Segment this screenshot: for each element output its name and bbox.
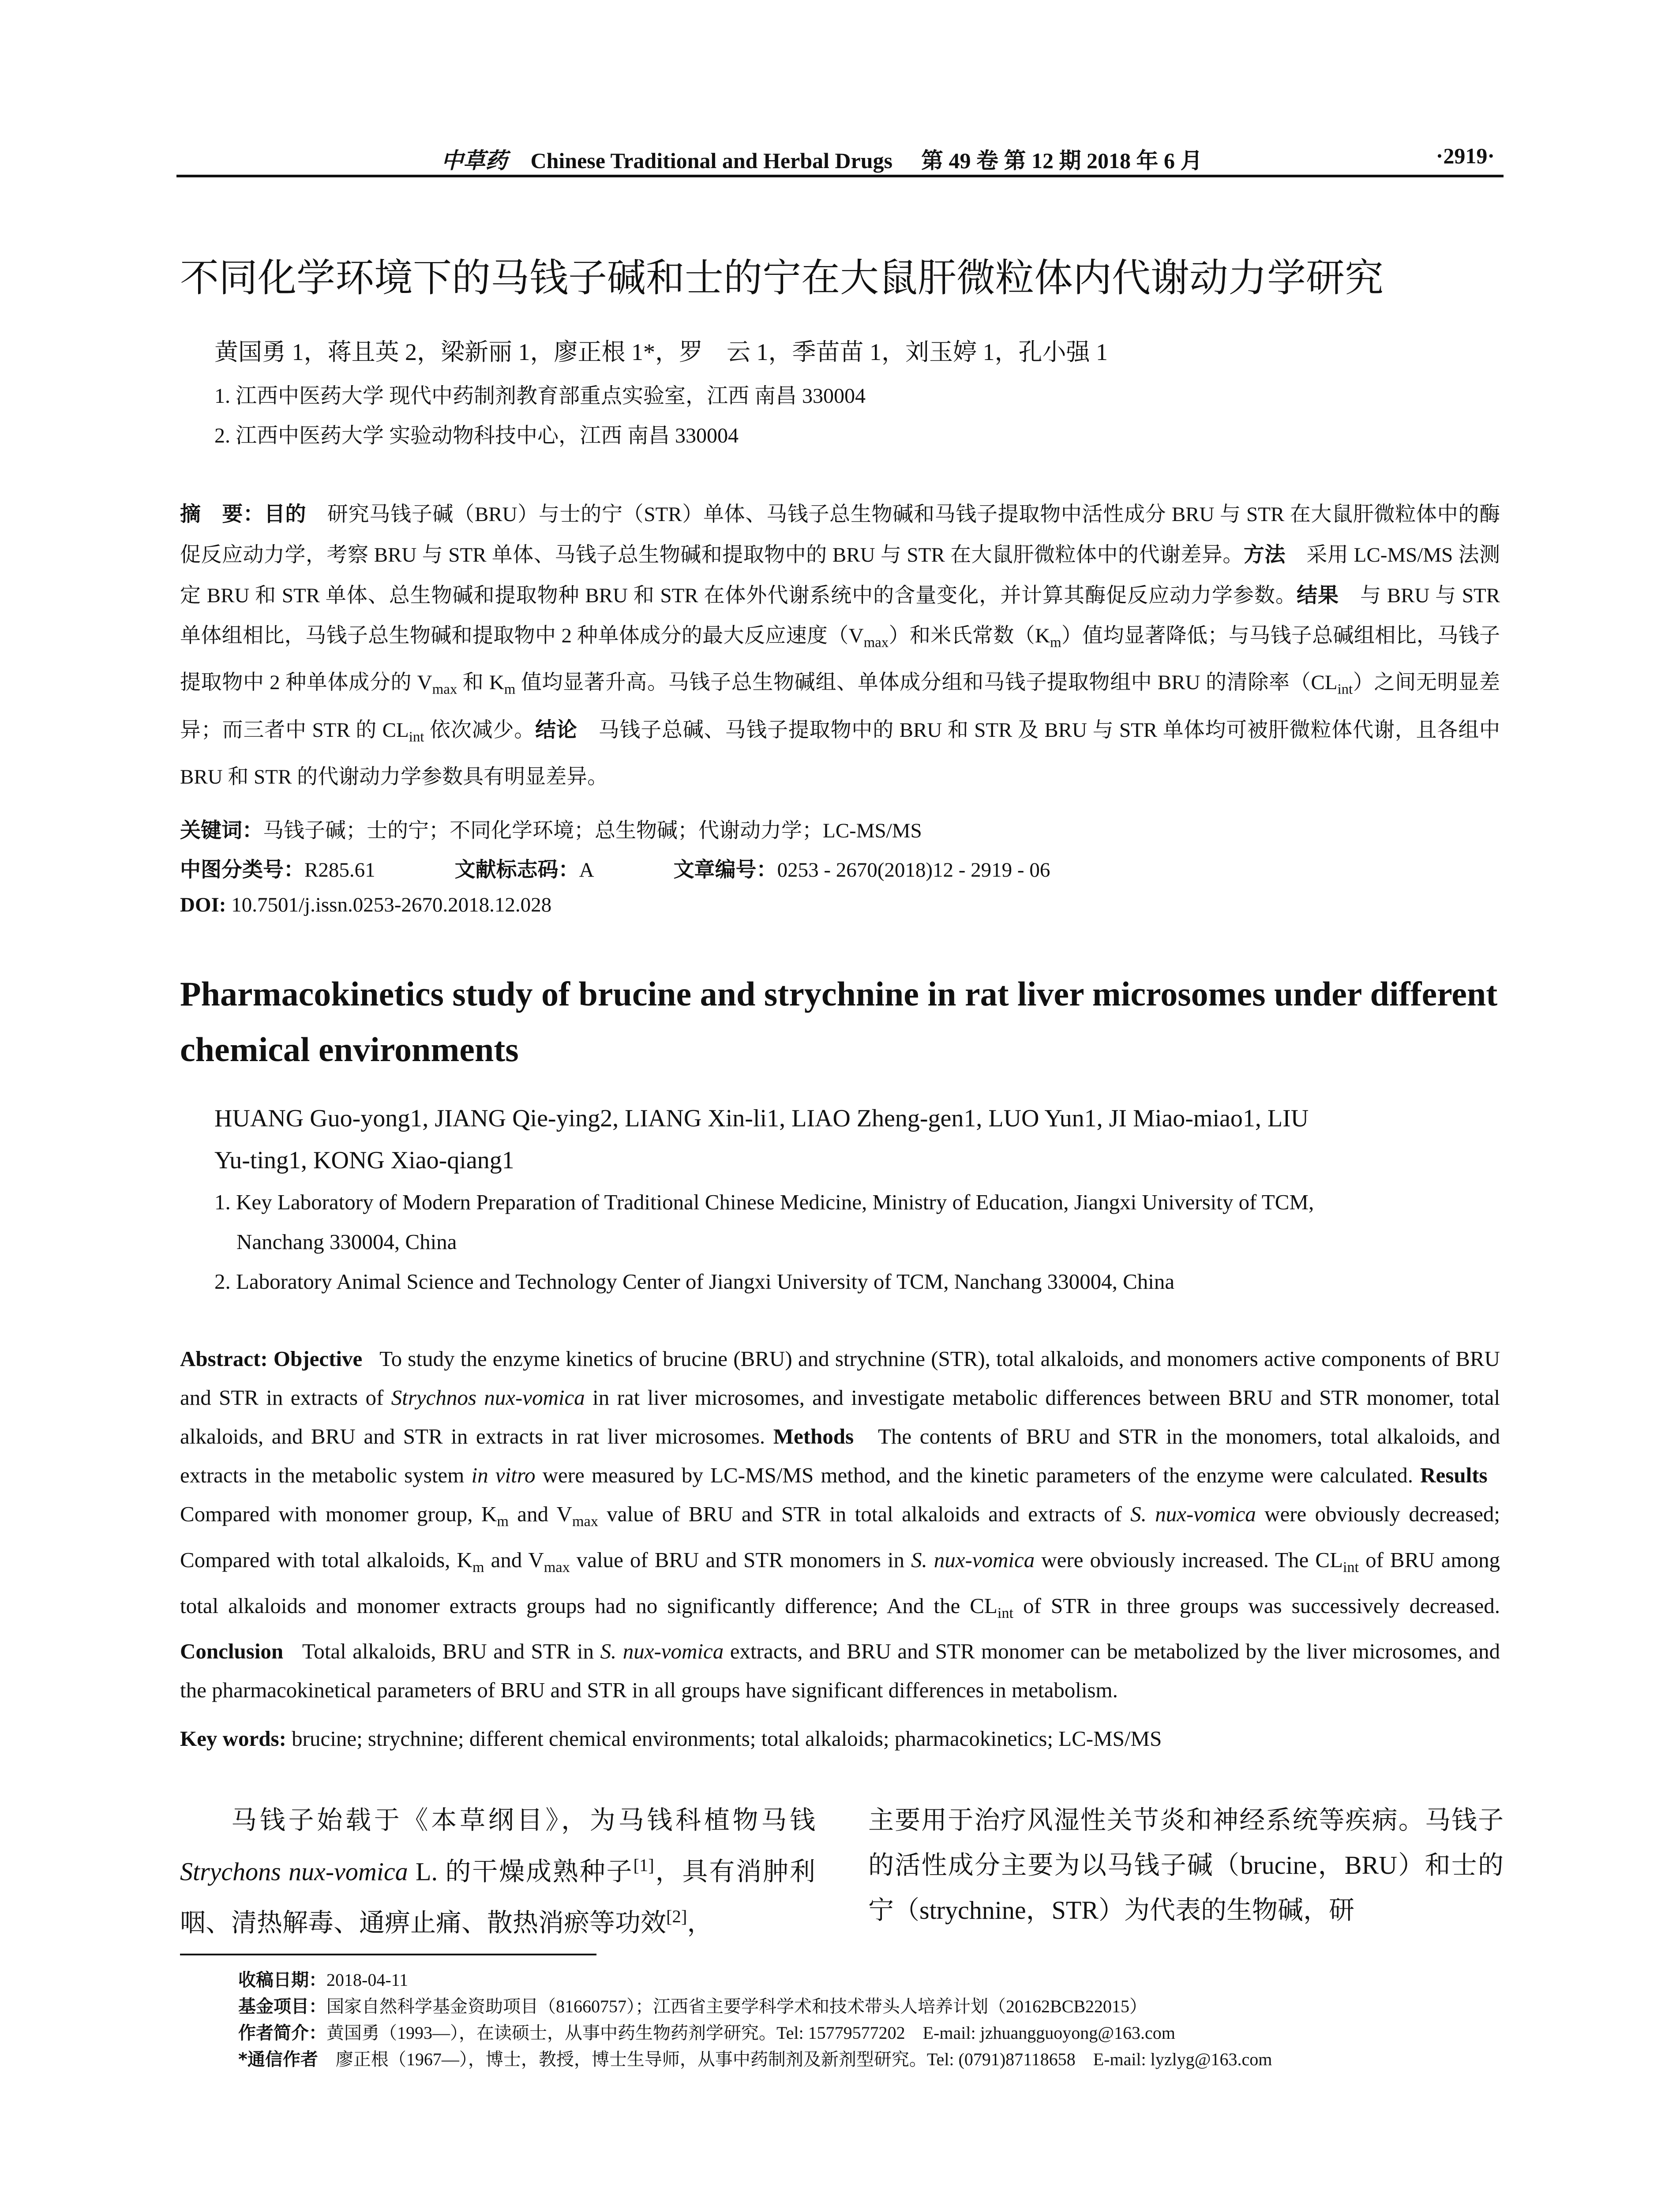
fund-label: 基金项目： bbox=[238, 1996, 326, 2017]
results-en-5: and V bbox=[484, 1547, 544, 1572]
results-cn-3: ）值均显著降低；与马钱子总碱组相比，马钱子提取物中 2 种单体成分的 V bbox=[180, 624, 1500, 694]
results-cn-7: 依次减少。 bbox=[424, 718, 536, 742]
conclusion-en-1: Total alkaloids, BRU and STR in bbox=[302, 1639, 600, 1664]
methods-en-1: The contents of BRU and STR in the monomers, total alkaloids, and extracts in the metabolic system bbox=[180, 1424, 1500, 1487]
footnote-author bbox=[238, 2019, 1175, 2044]
results-en-4: were obviously decreased; Compared with total alkaloids, K bbox=[180, 1502, 1500, 1572]
objective-cn-label: 目的 bbox=[264, 502, 307, 526]
species-short-1: S. nux-vomica bbox=[1130, 1502, 1256, 1526]
en-sub-m-2: m bbox=[472, 1558, 484, 1576]
corresponding-label: *通信作者 bbox=[238, 2049, 318, 2070]
species-short-2: S. nux-vomica bbox=[911, 1547, 1035, 1572]
conclusion-cn: 马钱子总碱、马钱子提取物中的 BRU 和 STR 及 BRU 与 STR 单体均可被肝微粒体代谢，且各组中 BRU 和 STR 的代谢动力学参数具有明显差异。 bbox=[180, 718, 1500, 789]
doi-label: DOI: bbox=[180, 893, 226, 916]
en-sub-max-2: max bbox=[544, 1558, 570, 1576]
in-vitro: in vitro bbox=[471, 1463, 536, 1487]
authors-en bbox=[214, 1098, 1503, 1182]
en-sub-int-2: int bbox=[997, 1604, 1014, 1621]
citation-1[interactable]: [1] bbox=[633, 1855, 654, 1875]
affiliations-en bbox=[214, 1182, 1503, 1302]
doc-code-value: A bbox=[579, 859, 594, 882]
article-no-value: 0253 - 2670(2018)12 - 2919 - 06 bbox=[777, 859, 1050, 882]
results-cn-5: 值均显著升高。马钱子总生物碱组、单体成分组和马钱子提取物组中 BRU 的清除率（CL bbox=[515, 671, 1338, 694]
article-no-label: 文章编号： bbox=[673, 858, 777, 882]
classification-line bbox=[180, 853, 1050, 883]
authors-cn: 黄国勇 1，蒋且英 2，梁新丽 1，廖正根 1*，罗 云 1，季苗苗 1，刘玉婷 1，孔小强 1 bbox=[214, 339, 1108, 365]
methods-cn-label: 方法 bbox=[1243, 543, 1286, 567]
objective-en-2: in rat liver microsomes, and investigate metabolic differences between BRU and STR monomer, total alkaloids, and BRU and STR in extracts in rat liver microsomes. bbox=[180, 1385, 1500, 1448]
species-short-3: S. nux-vomica bbox=[600, 1639, 724, 1664]
affiliation-cn-2: 2. 江西中医药大学 实验动物科技中心，江西 南昌 330004 bbox=[214, 424, 739, 447]
affiliation-en-2: 2. Laboratory Animal Science and Technology Center of Jiangxi University of TCM, Nanchang 330004, China bbox=[214, 1269, 1175, 1294]
keywords-en-label: Key words: bbox=[180, 1726, 286, 1751]
methods-en-label: Methods bbox=[773, 1424, 854, 1448]
page-number: ·2919· bbox=[1436, 143, 1495, 168]
results-cn-1: 与 BRU 与 STR 单体组相比，马钱子总生物碱和提取物中 2 种单体成分的最大反应速度（V bbox=[180, 584, 1500, 647]
affiliation-cn-1: 1. 江西中医药大学 现代中药制剂教育部重点实验室，江西 南昌 330004 bbox=[214, 384, 866, 408]
sub-m-2: m bbox=[504, 681, 516, 698]
clc-label: 中图分类号： bbox=[180, 858, 304, 882]
footnote-fund bbox=[238, 1992, 1147, 2018]
species-name: Strychnos nux-vomica bbox=[391, 1385, 585, 1410]
authors-en-line2: Yu-ting1, KONG Xiao-qiang1 bbox=[214, 1147, 514, 1174]
author-label: 作者简介： bbox=[238, 2023, 326, 2043]
results-cn-4: 和 K bbox=[457, 671, 504, 694]
objective-en-1: To study the enzyme kinetics of brucine (BRU) and strychnine (STR), total alkaloids, and monomers active components of BRU and STR in extracts of bbox=[180, 1347, 1500, 1410]
affiliation-en-1-cont: Nanchang 330004, China bbox=[236, 1230, 457, 1254]
footnote-corresponding bbox=[238, 2045, 1272, 2071]
en-sub-m-1: m bbox=[497, 1512, 509, 1530]
results-en-2: and V bbox=[508, 1502, 572, 1526]
doi-value[interactable]: 10.7501/j.issn.0253-2670.2018.12.028 bbox=[231, 893, 552, 916]
sub-int-2: int bbox=[409, 729, 424, 745]
keywords-cn bbox=[180, 814, 922, 844]
body-left-2: L. 的干燥成熟种子 bbox=[408, 1857, 634, 1886]
citation-2[interactable]: [2] bbox=[666, 1906, 687, 1927]
objective-cn: 研究马钱子碱（BRU）与士的宁（STR）单体、马钱子总生物碱和马钱子提取物中活性成分 BRU 与 STR 在大鼠肝微粒体中的酶促反应动力学，考察 BRU 与 STR 单体、马钱子总生物碱和提取物中的 BRU 与 STR 在大鼠肝微粒体中的代谢差异。 bbox=[180, 503, 1500, 567]
footnote-received bbox=[238, 1966, 408, 1991]
sub-max-1: max bbox=[863, 634, 889, 651]
authors-en-line1: HUANG Guo-yong1, JIANG Qie-ying2, LIANG Xin-li1, LIAO Zheng-gen1, LUO Yun1, JI Miao-miao1, LIU bbox=[214, 1105, 1309, 1132]
abstract-en bbox=[180, 1339, 1500, 1710]
doc-code-label: 文献标志码： bbox=[454, 858, 579, 882]
results-cn-2: ）和米氏常数（K bbox=[889, 624, 1050, 647]
results-en-7: were obviously increased. The CL bbox=[1035, 1547, 1343, 1572]
keywords-cn-label: 关键词： bbox=[180, 818, 263, 843]
sub-int-1: int bbox=[1337, 681, 1353, 698]
running-header bbox=[176, 140, 1504, 177]
fund-text: 国家自然科学基金资助项目（81660757）；江西省主要学科学术和技术带头人培养计划（20162BCB22015） bbox=[326, 1996, 1148, 2016]
journal-name-cn: 中草药 bbox=[441, 147, 507, 173]
received-label: 收稿日期： bbox=[238, 1970, 326, 1990]
keywords-cn-text: 马钱子碱；士的宁；不同化学环境；总生物碱；代谢动力学；LC-MS/MS bbox=[263, 819, 922, 842]
body-column-right: 主要用于治疗风湿性关节炎和神经系统等疾病。马钱子的活性成分主要为以马钱子碱（brucine，BRU）和士的宁（strychnine，STR）为代表的生物碱，研 bbox=[868, 1806, 1504, 1925]
results-en-3: value of BRU and STR in total alkaloids and extracts of bbox=[598, 1502, 1131, 1526]
conclusion-en-2: extracts, and BRU and STR monomer can be metabolized by the liver microsomes, and the pharmacokinetical parameters of BRU and STR in all groups have significant differences in metabolism. bbox=[180, 1639, 1500, 1703]
body-species: Strychons nux-vomica bbox=[180, 1857, 408, 1886]
results-en-1: Compared with monomer group, K bbox=[180, 1502, 497, 1526]
results-en-9: of STR in three groups was successively decreased. bbox=[1013, 1593, 1500, 1618]
body-left-4: ， bbox=[687, 1908, 713, 1937]
issue-info: 第 49 卷 第 12 期 2018 年 6 月 bbox=[921, 148, 1203, 173]
received-date: 2018-04-11 bbox=[326, 1970, 409, 1990]
results-en-6: value of BRU and STR monomers in bbox=[570, 1547, 911, 1572]
corresponding-text: 廖正根（1967—），博士，教授，博士生导师，从事中药制剂及新剂型研究。Tel: (0791)87118658 E-mail: lyzlyg@163.com bbox=[335, 2049, 1272, 2069]
sub-max-2: max bbox=[432, 681, 458, 698]
methods-en-2: were measured by LC-MS/MS method, and the kinetic parameters of the enzyme were calculated. bbox=[535, 1463, 1413, 1487]
title-cn: 不同化学环境下的马钱子碱和士的宁在大鼠肝微粒体内代谢动力学研究 bbox=[180, 255, 1384, 300]
results-en-label: Results bbox=[1420, 1463, 1488, 1487]
doi-line bbox=[180, 893, 551, 917]
author-text: 黄国勇（1993—），在读硕士，从事中药生物药剂学研究。Tel: 15779577202 E-mail: jzhuangguoyong@163.com bbox=[326, 2023, 1175, 2043]
results-cn-label: 结果 bbox=[1297, 583, 1339, 608]
objective-en-label: Objective bbox=[273, 1347, 363, 1371]
abstract-en-label: Abstract: bbox=[180, 1347, 268, 1371]
keywords-en-text: brucine; strychnine; different chemical environments; total alkaloids; pharmacokinetics; LC-MS/MS bbox=[292, 1726, 1162, 1751]
conclusion-en-label: Conclusion bbox=[180, 1639, 284, 1664]
keywords-en bbox=[180, 1726, 1162, 1751]
sub-m-1: m bbox=[1050, 634, 1061, 651]
en-sub-int-1: int bbox=[1342, 1558, 1359, 1576]
body-column-left bbox=[180, 1798, 815, 1946]
conclusion-cn-label: 结论 bbox=[535, 717, 578, 742]
body-left-3: ，具有消肿利咽、清热解毒、通痹止痛、散热消瘀等功效 bbox=[180, 1857, 815, 1937]
header-journal bbox=[441, 143, 1202, 175]
journal-name-en: Chinese Traditional and Herbal Drugs bbox=[530, 148, 892, 173]
results-en-8: of BRU among total alkaloids and monomer extracts groups had no significantly difference; And the CL bbox=[180, 1547, 1500, 1618]
en-sub-max-1: max bbox=[572, 1512, 598, 1530]
abstract-cn-label: 摘 要： bbox=[180, 502, 264, 526]
footnote-divider bbox=[180, 1954, 596, 1955]
affiliation-en-1: 1. Key Laboratory of Modern Preparation of Traditional Chinese Medicine, Ministry of Education, Jiangxi University of TCM, bbox=[214, 1190, 1314, 1214]
clc-value: R285.61 bbox=[304, 859, 375, 882]
methods-cn: 采用 LC-MS/MS 法测定 BRU 和 STR 单体、总生物碱和提取物种 BRU 和 STR 在体外代谢系统中的含量变化，并计算其酶促反应动力学参数。 bbox=[180, 544, 1500, 607]
body-left-1: 马钱子始载于《本草纲目》，为马钱科植物马钱 bbox=[231, 1806, 815, 1835]
abstract-cn bbox=[180, 494, 1500, 797]
title-en: Pharmacokinetics study of brucine and strychnine in rat liver microsomes under different chemical environments bbox=[180, 975, 1498, 1069]
results-cn-6: ）之间无明显差异；而三者中 STR 的 CL bbox=[180, 671, 1500, 742]
